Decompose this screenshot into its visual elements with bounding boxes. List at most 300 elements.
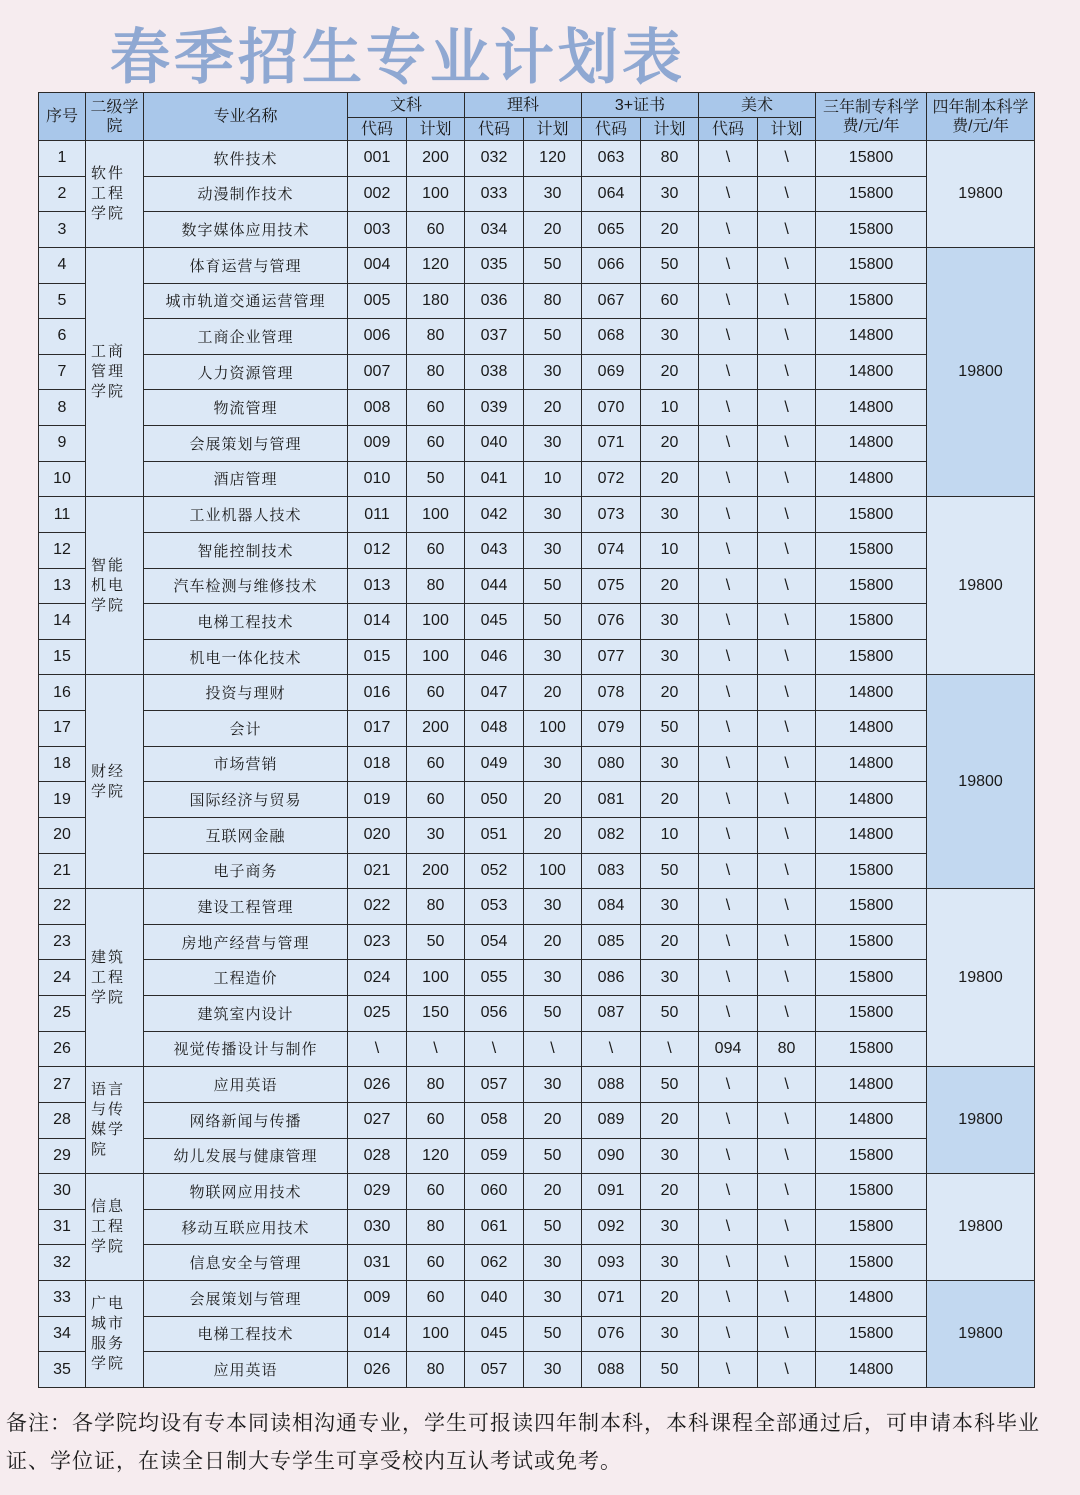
table-row [39, 639, 1035, 675]
page-title: 春季招生专业计划表 [110, 23, 686, 93]
cell-like-plan: 30 [524, 1245, 582, 1281]
cell-like-code: 033 [465, 176, 524, 212]
cell-major: 互联网金融 [144, 817, 348, 853]
cell-cert-code: 086 [582, 960, 641, 996]
cell-three-year-fee: 15800 [816, 497, 927, 533]
cell-three-year-fee: 15800 [816, 1031, 927, 1067]
cell-seq: 12 [39, 532, 86, 568]
cell-meishu-plan: \ [758, 1281, 816, 1317]
cell-wenke-plan: 150 [407, 996, 465, 1032]
table-row [39, 817, 1035, 853]
cell-cert-code: 089 [582, 1102, 641, 1138]
cell-seq: 3 [39, 212, 86, 248]
cell-meishu-code: \ [699, 711, 758, 747]
header-meishu: 美术 [699, 93, 816, 118]
table-row [39, 497, 1035, 533]
cell-meishu-plan: 80 [758, 1031, 816, 1067]
cell-like-plan: 30 [524, 960, 582, 996]
table-row [39, 176, 1035, 212]
cell-meishu-code: \ [699, 568, 758, 604]
cell-wenke-plan: 100 [407, 497, 465, 533]
cell-seq: 26 [39, 1031, 86, 1067]
cell-like-code: 056 [465, 996, 524, 1032]
cell-wenke-plan: 60 [407, 390, 465, 426]
cell-wenke-plan: 60 [407, 1174, 465, 1210]
cell-cert-code: 080 [582, 746, 641, 782]
header-wenke: 文科 [348, 93, 465, 118]
cell-wenke-code: 029 [348, 1174, 407, 1210]
cell-like-code: 050 [465, 782, 524, 818]
cell-seq: 35 [39, 1352, 86, 1388]
cell-major: 会展策划与管理 [144, 1281, 348, 1317]
cell-wenke-code: 027 [348, 1102, 407, 1138]
table-row [39, 675, 1035, 711]
cell-meishu-code: \ [699, 1316, 758, 1352]
cell-meishu-plan: \ [758, 1209, 816, 1245]
cell-like-plan: 30 [524, 746, 582, 782]
cell-meishu-plan: \ [758, 996, 816, 1032]
cell-wenke-code: 012 [348, 532, 407, 568]
cell-cert-code: \ [582, 1031, 641, 1067]
cell-wenke-code: 019 [348, 782, 407, 818]
table-row [39, 1316, 1035, 1352]
cell-cert-code: 065 [582, 212, 641, 248]
cell-wenke-plan: 80 [407, 1352, 465, 1388]
cell-three-year-fee: 14800 [816, 426, 927, 462]
cell-three-year-fee: 15800 [816, 889, 927, 925]
cell-wenke-code: 009 [348, 426, 407, 462]
cell-meishu-code: \ [699, 319, 758, 355]
cell-meishu-code: \ [699, 1281, 758, 1317]
table-row [39, 960, 1035, 996]
cell-like-plan: 30 [524, 889, 582, 925]
cell-meishu-plan: \ [758, 817, 816, 853]
cell-meishu-code: \ [699, 639, 758, 675]
cell-seq: 17 [39, 711, 86, 747]
cell-major: 应用英语 [144, 1067, 348, 1103]
cell-like-code: 060 [465, 1174, 524, 1210]
cell-like-plan: 10 [524, 461, 582, 497]
cell-seq: 8 [39, 390, 86, 426]
cell-seq: 23 [39, 924, 86, 960]
table-row [39, 568, 1035, 604]
table-row [39, 1209, 1035, 1245]
cell-wenke-code: 028 [348, 1138, 407, 1174]
cell-cert-code: 067 [582, 283, 641, 319]
cell-major: 体育运营与管理 [144, 247, 348, 283]
cell-cert-plan: 20 [641, 426, 699, 462]
cell-cert-code: 088 [582, 1352, 641, 1388]
cell-cert-plan: 80 [641, 141, 699, 177]
cell-meishu-plan: \ [758, 782, 816, 818]
cell-major: 人力资源管理 [144, 354, 348, 390]
cell-four-year-fee: 19800 [927, 889, 1035, 1067]
cell-wenke-plan: 100 [407, 604, 465, 640]
cell-wenke-code: 001 [348, 141, 407, 177]
cell-major: 电子商务 [144, 853, 348, 889]
table-row [39, 1352, 1035, 1388]
cell-like-code: 034 [465, 212, 524, 248]
cell-wenke-code: 011 [348, 497, 407, 533]
cell-like-code: 061 [465, 1209, 524, 1245]
cell-meishu-plan: \ [758, 176, 816, 212]
cell-wenke-plan: 180 [407, 283, 465, 319]
cell-cert-plan: 20 [641, 212, 699, 248]
cell-cert-plan: 30 [641, 889, 699, 925]
cell-like-plan: 20 [524, 817, 582, 853]
cell-wenke-plan: 200 [407, 853, 465, 889]
cell-three-year-fee: 14800 [816, 1281, 927, 1317]
cell-wenke-code: 009 [348, 1281, 407, 1317]
cell-cert-plan: 30 [641, 1138, 699, 1174]
cell-like-plan: 20 [524, 924, 582, 960]
college-name: 软件工程学院 [86, 141, 144, 248]
cell-seq: 28 [39, 1102, 86, 1138]
cell-three-year-fee: 15800 [816, 639, 927, 675]
cell-major: 软件技术 [144, 141, 348, 177]
table-row [39, 1245, 1035, 1281]
cell-major: 工程造价 [144, 960, 348, 996]
cell-cert-plan: 10 [641, 390, 699, 426]
college-name: 建筑工程学院 [86, 889, 144, 1067]
cell-meishu-plan: \ [758, 1245, 816, 1281]
cell-meishu-plan: \ [758, 1316, 816, 1352]
cell-cert-code: 069 [582, 354, 641, 390]
cell-meishu-code: \ [699, 532, 758, 568]
cell-seq: 19 [39, 782, 86, 818]
cell-meishu-plan: \ [758, 354, 816, 390]
cell-cert-plan: 30 [641, 1245, 699, 1281]
cell-cert-plan: 20 [641, 568, 699, 604]
cell-like-plan: 30 [524, 1352, 582, 1388]
cell-like-code: \ [465, 1031, 524, 1067]
cell-like-plan: 50 [524, 1316, 582, 1352]
cell-meishu-plan: \ [758, 1138, 816, 1174]
cell-wenke-plan: \ [407, 1031, 465, 1067]
table-row [39, 461, 1035, 497]
cell-three-year-fee: 14800 [816, 782, 927, 818]
cell-meishu-code: \ [699, 390, 758, 426]
cell-like-plan: 30 [524, 176, 582, 212]
cell-wenke-plan: 200 [407, 141, 465, 177]
cell-three-year-fee: 15800 [816, 283, 927, 319]
cell-three-year-fee: 15800 [816, 532, 927, 568]
table-row [39, 390, 1035, 426]
cell-seq: 30 [39, 1174, 86, 1210]
cell-like-code: 040 [465, 426, 524, 462]
cell-cert-code: 072 [582, 461, 641, 497]
cell-major: 移动互联应用技术 [144, 1209, 348, 1245]
cell-seq: 4 [39, 247, 86, 283]
cell-wenke-code: 007 [348, 354, 407, 390]
cell-meishu-plan: \ [758, 746, 816, 782]
college-name: 智能机电学院 [86, 497, 144, 675]
cell-seq: 34 [39, 1316, 86, 1352]
cell-like-code: 052 [465, 853, 524, 889]
cell-cert-code: 078 [582, 675, 641, 711]
cell-meishu-code: \ [699, 1209, 758, 1245]
cell-meishu-plan: \ [758, 889, 816, 925]
cell-three-year-fee: 14800 [816, 461, 927, 497]
cell-like-code: 057 [465, 1352, 524, 1388]
cell-cert-plan: 20 [641, 1102, 699, 1138]
cell-meishu-plan: \ [758, 1067, 816, 1103]
cell-cert-code: 081 [582, 782, 641, 818]
cell-cert-code: 079 [582, 711, 641, 747]
cell-major: 幼儿发展与健康管理 [144, 1138, 348, 1174]
cell-like-plan: 50 [524, 1138, 582, 1174]
cell-three-year-fee: 14800 [816, 1102, 927, 1138]
cell-cert-plan: 30 [641, 319, 699, 355]
cell-like-code: 036 [465, 283, 524, 319]
cell-seq: 33 [39, 1281, 86, 1317]
cell-like-code: 051 [465, 817, 524, 853]
table-row [39, 426, 1035, 462]
cell-cert-plan: 50 [641, 1067, 699, 1103]
cell-meishu-plan: \ [758, 1174, 816, 1210]
cell-three-year-fee: 15800 [816, 176, 927, 212]
cell-seq: 18 [39, 746, 86, 782]
cell-wenke-plan: 60 [407, 212, 465, 248]
cell-meishu-code: \ [699, 283, 758, 319]
cell-meishu-plan: \ [758, 461, 816, 497]
cell-wenke-code: 026 [348, 1067, 407, 1103]
cell-like-code: 048 [465, 711, 524, 747]
cell-wenke-plan: 100 [407, 960, 465, 996]
cell-cert-code: 083 [582, 853, 641, 889]
cell-wenke-code: 003 [348, 212, 407, 248]
cell-cert-plan: 20 [641, 461, 699, 497]
header-three-year-fee: 三年制专科学费/元/年 [816, 93, 927, 141]
table-row [39, 996, 1035, 1032]
cell-like-plan: 20 [524, 675, 582, 711]
cell-three-year-fee: 14800 [816, 817, 927, 853]
cell-seq: 7 [39, 354, 86, 390]
cell-wenke-plan: 80 [407, 319, 465, 355]
cell-seq: 14 [39, 604, 86, 640]
cell-like-code: 058 [465, 1102, 524, 1138]
cell-seq: 31 [39, 1209, 86, 1245]
cell-like-code: 054 [465, 924, 524, 960]
cell-wenke-code: 021 [348, 853, 407, 889]
cell-seq: 2 [39, 176, 86, 212]
cell-meishu-plan: \ [758, 1352, 816, 1388]
cell-wenke-code: 016 [348, 675, 407, 711]
cell-meishu-code: \ [699, 426, 758, 462]
cell-major: 国际经济与贸易 [144, 782, 348, 818]
cell-meishu-code: \ [699, 675, 758, 711]
cell-wenke-code: 022 [348, 889, 407, 925]
cell-wenke-code: 014 [348, 1316, 407, 1352]
cell-major: 智能控制技术 [144, 532, 348, 568]
header-college: 二级学院 [86, 93, 144, 141]
cell-like-code: 037 [465, 319, 524, 355]
cell-wenke-plan: 80 [407, 1067, 465, 1103]
cell-meishu-code: \ [699, 176, 758, 212]
cell-wenke-plan: 200 [407, 711, 465, 747]
cell-seq: 16 [39, 675, 86, 711]
college-name: 财经学院 [86, 675, 144, 889]
cell-meishu-code: \ [699, 924, 758, 960]
cell-four-year-fee: 19800 [927, 497, 1035, 675]
cell-seq: 1 [39, 141, 86, 177]
cell-cert-code: 066 [582, 247, 641, 283]
cell-cert-code: 063 [582, 141, 641, 177]
cell-cert-code: 071 [582, 1281, 641, 1317]
cell-wenke-plan: 30 [407, 817, 465, 853]
cell-three-year-fee: 15800 [816, 960, 927, 996]
cell-wenke-code: 015 [348, 639, 407, 675]
cell-like-code: 049 [465, 746, 524, 782]
table-row [39, 604, 1035, 640]
cell-major: 会展策划与管理 [144, 426, 348, 462]
header-cert: 3+证书 [582, 93, 699, 118]
cell-like-plan: 120 [524, 141, 582, 177]
table-row [39, 247, 1035, 283]
header-meishu-code: 代码 [699, 118, 758, 141]
cell-meishu-code: \ [699, 746, 758, 782]
cell-three-year-fee: 15800 [816, 1209, 927, 1245]
cell-three-year-fee: 15800 [816, 1138, 927, 1174]
college-name: 工商管理学院 [86, 247, 144, 496]
table-row [39, 1102, 1035, 1138]
cell-meishu-code: \ [699, 1352, 758, 1388]
cell-seq: 10 [39, 461, 86, 497]
cell-seq: 5 [39, 283, 86, 319]
cell-three-year-fee: 14800 [816, 711, 927, 747]
cell-major: 投资与理财 [144, 675, 348, 711]
cell-wenke-plan: 120 [407, 247, 465, 283]
cell-major: 网络新闻与传播 [144, 1102, 348, 1138]
cell-major: 工商企业管理 [144, 319, 348, 355]
header-like-code: 代码 [465, 118, 524, 141]
cell-three-year-fee: 15800 [816, 853, 927, 889]
cell-like-plan: 20 [524, 1174, 582, 1210]
cell-like-plan: 100 [524, 853, 582, 889]
cell-meishu-plan: \ [758, 390, 816, 426]
cell-wenke-plan: 60 [407, 532, 465, 568]
college-name: 广电城市服务学院 [86, 1281, 144, 1388]
cell-like-plan: 30 [524, 532, 582, 568]
header-wenke-plan: 计划 [407, 118, 465, 141]
cell-cert-code: 091 [582, 1174, 641, 1210]
cell-major: 建筑室内设计 [144, 996, 348, 1032]
cell-cert-plan: 30 [641, 960, 699, 996]
cell-cert-plan: 10 [641, 817, 699, 853]
cell-cert-code: 075 [582, 568, 641, 604]
table-row [39, 212, 1035, 248]
cell-wenke-code: 005 [348, 283, 407, 319]
college-name: 信息工程学院 [86, 1174, 144, 1281]
table-row [39, 319, 1035, 355]
cell-meishu-code: \ [699, 817, 758, 853]
cell-four-year-fee: 19800 [927, 1174, 1035, 1281]
table-header [39, 93, 1035, 141]
cell-cert-code: 076 [582, 604, 641, 640]
cell-cert-code: 070 [582, 390, 641, 426]
cell-major: 工业机器人技术 [144, 497, 348, 533]
cell-major: 应用英语 [144, 1352, 348, 1388]
cell-wenke-code: 002 [348, 176, 407, 212]
cell-three-year-fee: 14800 [816, 319, 927, 355]
table-row [39, 283, 1035, 319]
cell-meishu-code: \ [699, 354, 758, 390]
cell-seq: 32 [39, 1245, 86, 1281]
cell-like-code: 043 [465, 532, 524, 568]
cell-like-code: 035 [465, 247, 524, 283]
cell-meishu-code: \ [699, 247, 758, 283]
cell-cert-code: 073 [582, 497, 641, 533]
cell-meishu-plan: \ [758, 532, 816, 568]
cell-meishu-code: \ [699, 604, 758, 640]
cell-seq: 9 [39, 426, 86, 462]
cell-cert-code: 084 [582, 889, 641, 925]
cell-seq: 27 [39, 1067, 86, 1103]
table-row [39, 1281, 1035, 1317]
cell-four-year-fee: 19800 [927, 141, 1035, 248]
cell-cert-code: 082 [582, 817, 641, 853]
cell-meishu-code: \ [699, 461, 758, 497]
cell-meishu-plan: \ [758, 924, 816, 960]
cell-major: 酒店管理 [144, 461, 348, 497]
cell-cert-plan: 10 [641, 532, 699, 568]
cell-like-code: 053 [465, 889, 524, 925]
cell-cert-code: 064 [582, 176, 641, 212]
cell-cert-code: 087 [582, 996, 641, 1032]
footnote: 备注：各学院均设有专本同读相沟通专业，学生可报读四年制本科，本科课程全部通过后，可申请本科毕业证、学位证，在读全日制大专学生可享受校内互认考试或免考。 [6, 1411, 1040, 1473]
cell-seq: 15 [39, 639, 86, 675]
cell-cert-code: 068 [582, 319, 641, 355]
cell-wenke-plan: 100 [407, 639, 465, 675]
cell-like-code: 046 [465, 639, 524, 675]
cell-like-plan: 30 [524, 497, 582, 533]
header-four-year-fee: 四年制本科学费/元/年 [927, 93, 1035, 141]
table-row [39, 354, 1035, 390]
cell-wenke-plan: 50 [407, 461, 465, 497]
cell-major: 房地产经营与管理 [144, 924, 348, 960]
header-major: 专业名称 [144, 93, 348, 141]
cell-like-plan: 30 [524, 1067, 582, 1103]
cell-like-plan: 50 [524, 996, 582, 1032]
cell-three-year-fee: 15800 [816, 1316, 927, 1352]
cell-wenke-code: \ [348, 1031, 407, 1067]
cell-like-plan: 50 [524, 1209, 582, 1245]
cell-meishu-code: \ [699, 782, 758, 818]
cell-meishu-code: \ [699, 960, 758, 996]
cell-three-year-fee: 15800 [816, 1174, 927, 1210]
cell-wenke-plan: 60 [407, 746, 465, 782]
cell-like-plan: 100 [524, 711, 582, 747]
cell-cert-plan: 20 [641, 924, 699, 960]
cell-cert-code: 085 [582, 924, 641, 960]
header-like-plan: 计划 [524, 118, 582, 141]
cell-seq: 24 [39, 960, 86, 996]
cell-like-code: 044 [465, 568, 524, 604]
cell-like-plan: 20 [524, 212, 582, 248]
cell-major: 机电一体化技术 [144, 639, 348, 675]
cell-wenke-plan: 80 [407, 354, 465, 390]
cell-cert-plan: 50 [641, 853, 699, 889]
cell-meishu-code: \ [699, 1174, 758, 1210]
cell-wenke-code: 031 [348, 1245, 407, 1281]
cell-cert-plan: 60 [641, 283, 699, 319]
table-row [39, 1067, 1035, 1103]
cell-like-plan: 50 [524, 604, 582, 640]
cell-three-year-fee: 15800 [816, 212, 927, 248]
table-row [39, 1138, 1035, 1174]
cell-major: 市场营销 [144, 746, 348, 782]
cell-wenke-code: 020 [348, 817, 407, 853]
